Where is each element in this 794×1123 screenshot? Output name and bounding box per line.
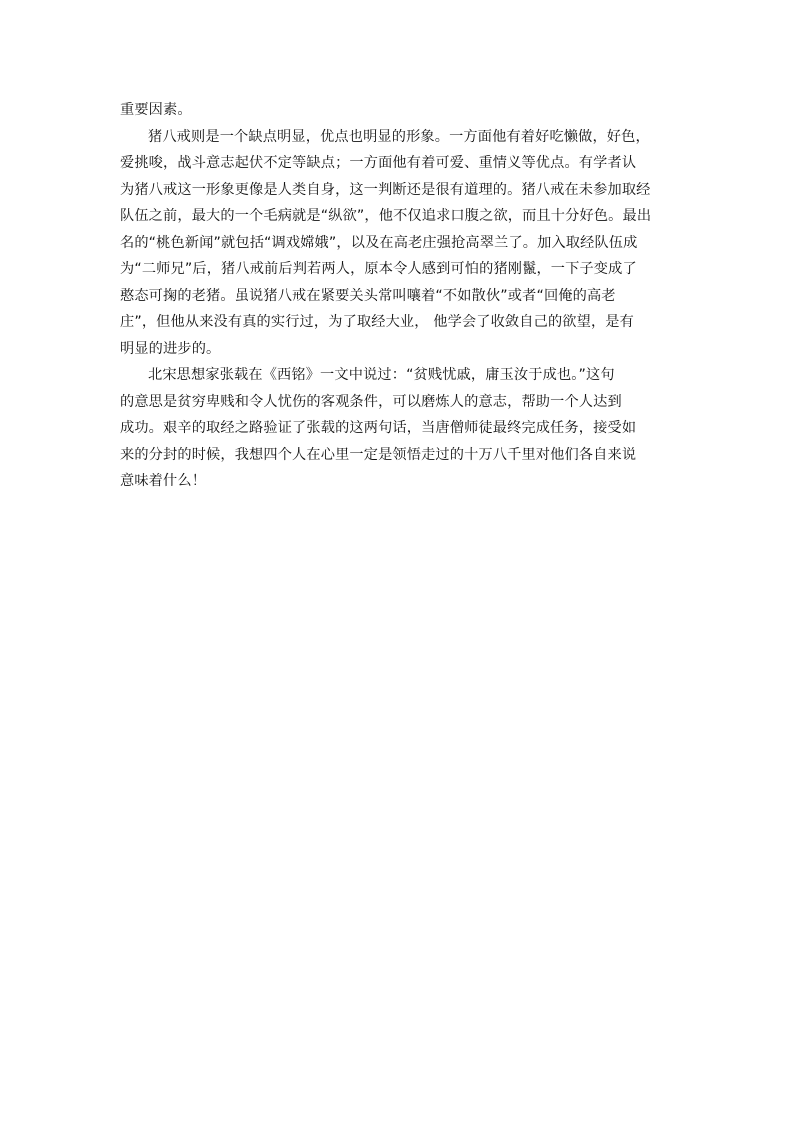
text-line: 成功。艰辛的取经之路验证了张载的这两句话，当唐僧师徒最终完成任务，接受如 bbox=[120, 420, 637, 436]
text-line: 庄”，但他从来没有真的实行过，为了取经大业， 他学会了收敛自己的欲望，是有 bbox=[120, 314, 634, 330]
text-line: 来的分封的时候，我想四个人在心里一定是领悟走过的十万八千里对他们各自来说 bbox=[120, 446, 637, 463]
body-text bbox=[120, 97, 690, 495]
text-line: 爱挑唆，战斗意志起伏不定等缺点；一方面他有着可爱、重情义等优点。有学者认 bbox=[120, 155, 637, 171]
paragraph-start-line: 猪八戒则是一个缺点明显，优点也明显的形象。一方面他有着好吃懒做，好色， bbox=[148, 128, 650, 145]
text-line: 重要因素。 bbox=[120, 102, 192, 118]
text-line: 队伍之前，最大的一个毛病就是“纵欲”，他不仅追求口腹之欲，而且十分好色。最出 bbox=[120, 208, 652, 224]
text-line: 憨态可掬的老猪。虽说猪八戒在紧要关头常叫嚷着“不如散伙”或者“回俺的高老 bbox=[120, 287, 616, 304]
text-line: 意味着什么！ bbox=[120, 473, 207, 489]
paragraph-start-line: 北宋思想家张载在《西铭》一文中说过：“贫贱忧戚，庸玉汝于成也。”这句 bbox=[148, 367, 615, 383]
text-line: 名的“桃色新闻”就包括“调戏嫦娥”，以及在高老庄强抢高翠兰了。加入取经队伍成 bbox=[120, 234, 638, 251]
text-line: 的意思是贫穷卑贱和令人忧伤的客观条件，可以磨炼人的意志，帮助一个人达到 bbox=[120, 393, 622, 410]
text-line: 明显的进步的。 bbox=[120, 340, 221, 357]
text-line: 为猪八戒这一形象更像是人类自身，这一判断还是很有道理的。猪八戒在未参加取经 bbox=[120, 181, 651, 198]
text-line: 为“二师兄”后，猪八戒前后判若两人，原本令人感到可怕的猪刚鬣，一下子变成了 bbox=[120, 261, 637, 277]
